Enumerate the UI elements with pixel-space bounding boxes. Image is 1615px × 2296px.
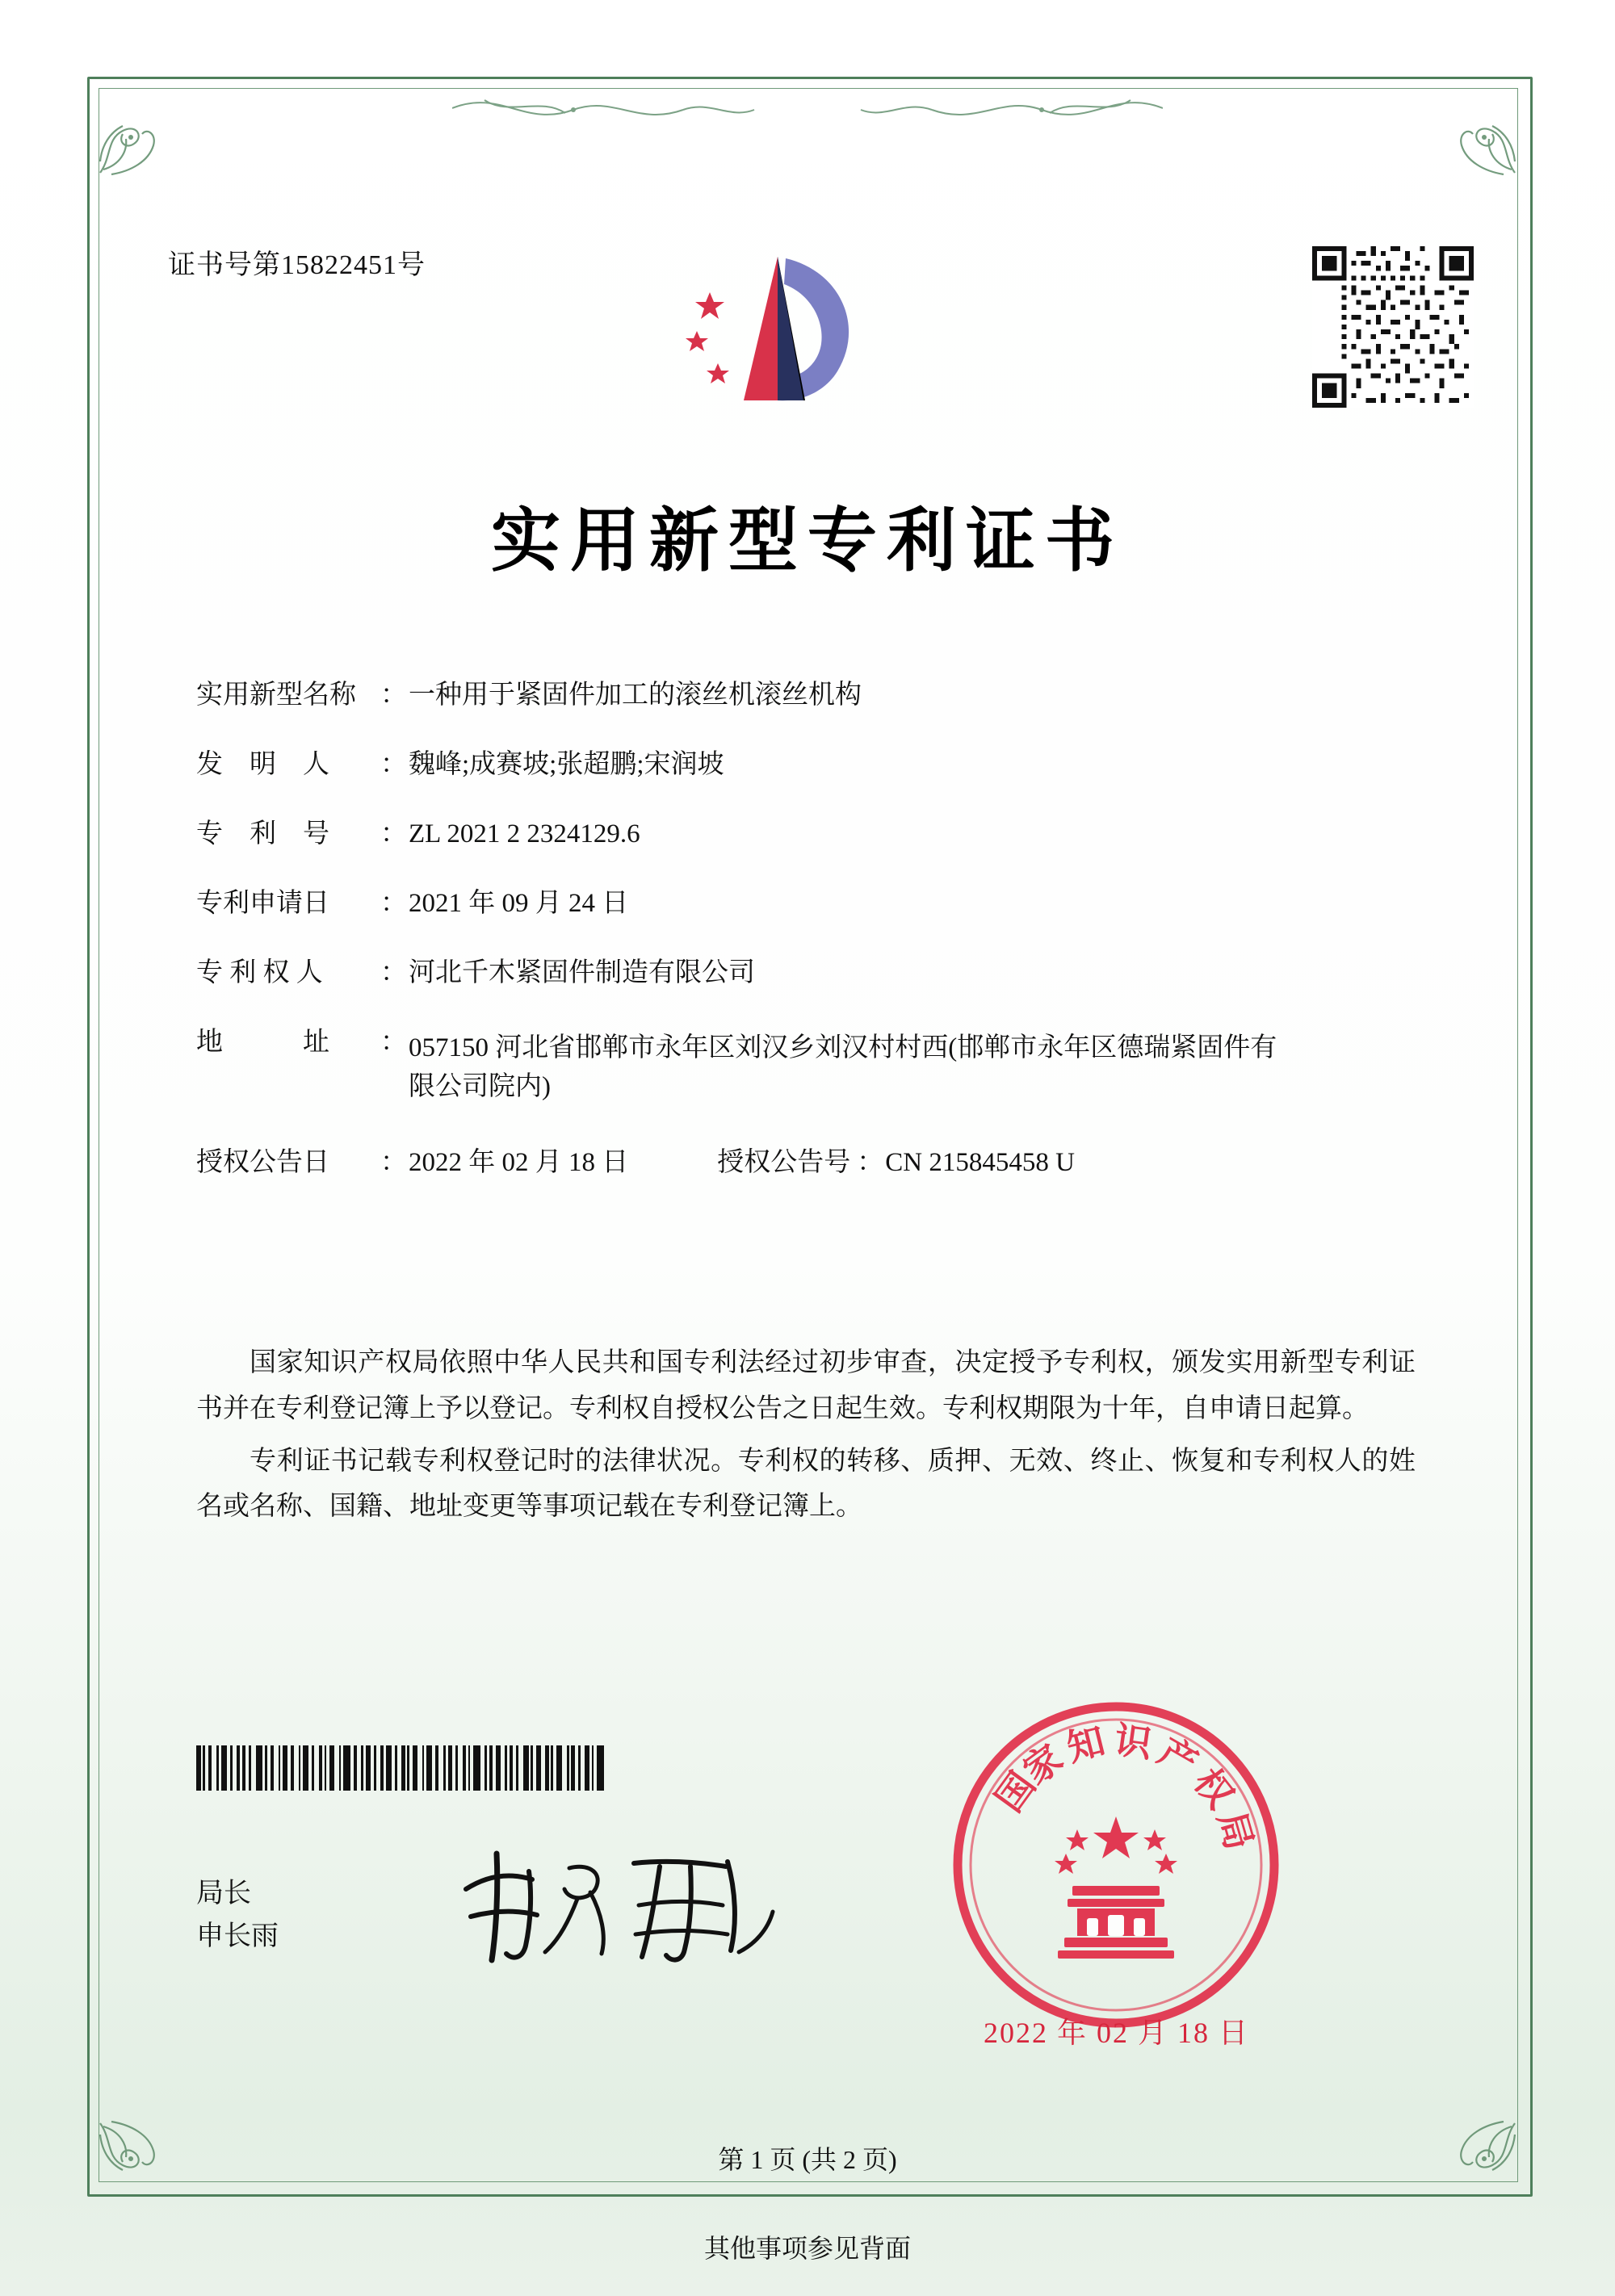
field-label: 专 利 号 — [196, 819, 329, 848]
legal-paragraph-1: 国家知识产权局依照中华人民共和国专利法经过初步审查，决定授予专利权，颁发实用新型专利证书并在专利登记簿上予以登记。专利权自授权公告之日起生效。专利权期限为十年，自申请日起算。 — [196, 1348, 1416, 1423]
svg-text:知: 知 — [1062, 1718, 1110, 1770]
field-value: ZL 2021 2 2324129.6 — [409, 819, 640, 848]
field-colon: ： — [380, 958, 407, 987]
page-title: 实用新型专利证书 — [491, 500, 1124, 581]
barcode-icon — [196, 1745, 608, 1791]
svg-text:家: 家 — [1015, 1736, 1071, 1793]
field-colon: ： — [380, 681, 407, 710]
corner-flourish-icon — [1399, 81, 1520, 178]
field-colon: ： — [380, 819, 407, 848]
field-value: 057150 河北省邯郸市永年区刘汉乡刘汉村村西(邯郸市永年区德瑞紧固件有限公司院内) — [409, 1033, 1277, 1101]
field-colon: ： — [380, 1147, 407, 1177]
legal-paragraph-2: 专利证书记载专利权登记时的法律状况。专利权的转移、质押、无效、终止、恢复和专利权人的姓名或名称、国籍、地址变更等事项记载在专利登记簿上。 — [196, 1446, 1416, 1522]
field-value: 一种用于紧固件加工的滚丝机滚丝机构 — [409, 681, 862, 710]
certificate-fields — [196, 682, 1424, 1209]
grant-date-value: 2022 年 02 月 18 日 — [409, 1147, 629, 1177]
director-name: 申长雨 — [196, 1921, 279, 1951]
field-value: 魏峰;成赛坡;张超鹏;宋润坡 — [409, 750, 724, 779]
svg-text:局: 局 — [1209, 1807, 1262, 1855]
cnipa-logo-icon — [682, 242, 892, 424]
field-label: 地 址 — [196, 1028, 329, 1057]
field-inventors — [196, 752, 1424, 778]
field-colon: ： — [380, 750, 407, 779]
handwritten-signature-icon — [448, 1839, 787, 1976]
svg-text:权: 权 — [1185, 1760, 1243, 1816]
grant-number-label: 授权公告号 — [717, 1147, 851, 1177]
corner-flourish-icon — [95, 81, 216, 178]
top-border-flourish-icon — [452, 81, 1163, 137]
qr-code-icon — [1312, 246, 1474, 408]
field-utility-model-name — [196, 682, 1424, 709]
director-title: 局长 — [196, 1879, 251, 1908]
grant-date-label: 授权公告日 — [196, 1147, 329, 1177]
field-colon: ： — [380, 1028, 407, 1057]
svg-text:产: 产 — [1151, 1728, 1206, 1786]
field-label: 发 明 人 — [196, 750, 329, 779]
field-patent-number — [196, 821, 1424, 848]
field-colon: ： — [857, 1147, 884, 1177]
svg-text:国: 国 — [987, 1764, 1044, 1820]
field-value: 2021 年 09 月 24 日 — [409, 889, 629, 918]
field-value: 河北千木紧固件制造有限公司 — [409, 958, 755, 987]
field-address — [196, 1029, 1424, 1107]
field-label: 实用新型名称 — [196, 681, 356, 710]
official-red-seal-icon — [946, 1695, 1286, 2034]
certificate-number: 证书号第15822451号 — [168, 250, 426, 280]
grant-number-value: CN 215845458 U — [885, 1147, 1075, 1177]
back-side-note: 其他事项参见背面 — [703, 2234, 911, 2263]
field-label: 专 利 权 人 — [196, 958, 323, 987]
svg-text:识: 识 — [1111, 1717, 1155, 1766]
field-colon: ： — [380, 889, 407, 918]
field-label: 专利申请日 — [196, 889, 329, 918]
signature-block — [196, 1873, 279, 1958]
field-grant-announcement — [196, 1147, 1424, 1177]
seal-date: 2022 年 02 月 18 日 — [984, 2017, 1250, 2049]
page-indicator: 第 1 页 (共 2 页) — [718, 2145, 897, 2174]
legal-text — [196, 1340, 1416, 1536]
field-patentee — [196, 960, 1424, 987]
field-application-date — [196, 890, 1424, 917]
